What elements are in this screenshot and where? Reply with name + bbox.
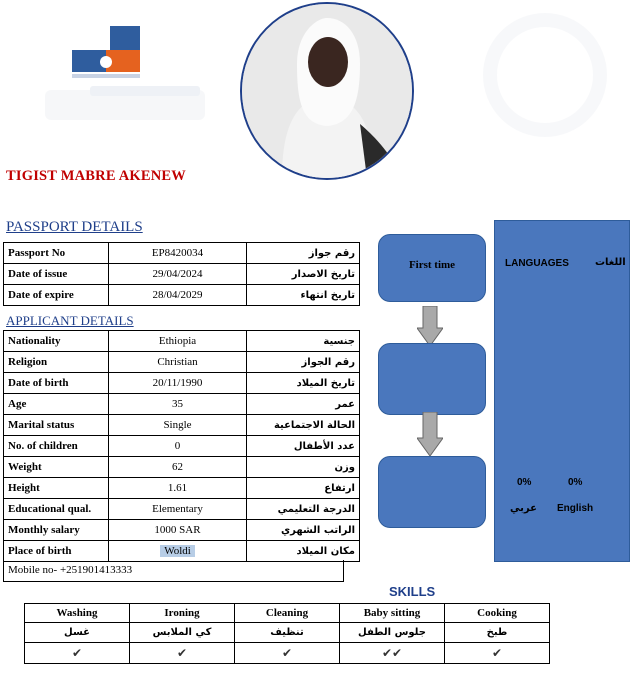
skill-name-arabic: طبخ bbox=[445, 623, 550, 643]
languages-title-arabic: اللغات bbox=[595, 257, 626, 268]
table-row bbox=[4, 243, 360, 264]
cell-arabic: مكان الميلاد bbox=[247, 541, 360, 562]
cell-label: Date of birth bbox=[4, 373, 109, 394]
cell-label: Educational qual. bbox=[4, 499, 109, 520]
cell-arabic: رقم الجواز bbox=[247, 352, 360, 373]
cell-label: Passport No bbox=[4, 243, 109, 264]
arabic-language-label: عربي bbox=[510, 503, 537, 514]
cell-label: Date of issue bbox=[4, 264, 109, 285]
experience-box-1 bbox=[378, 234, 486, 302]
applicant-table bbox=[3, 330, 360, 562]
experience-box-3 bbox=[378, 456, 486, 528]
table-row bbox=[4, 373, 360, 394]
cell-value: 0 bbox=[109, 436, 247, 457]
cell-arabic: تاريخ الاصدار bbox=[247, 264, 360, 285]
cell-value: Ethiopia bbox=[109, 331, 247, 352]
down-arrow-icon bbox=[417, 412, 443, 456]
experience-box-2 bbox=[378, 343, 486, 415]
cell-arabic: الدرجة التعليمي bbox=[247, 499, 360, 520]
table-row bbox=[4, 499, 360, 520]
cell-value: Single bbox=[109, 415, 247, 436]
cell-label: Nationality bbox=[4, 331, 109, 352]
cell-arabic: وزن bbox=[247, 457, 360, 478]
skill-name: Baby sitting bbox=[340, 604, 445, 623]
cell-value: Christian bbox=[109, 352, 247, 373]
table-row bbox=[4, 415, 360, 436]
table-row bbox=[4, 541, 360, 562]
portrait-image bbox=[242, 4, 412, 178]
cell-arabic: عمر bbox=[247, 394, 360, 415]
cell-label: Monthly salary bbox=[4, 520, 109, 541]
cell-value: 28/04/2029 bbox=[109, 285, 247, 306]
cell-arabic: الراتب الشهري bbox=[247, 520, 360, 541]
english-language-label: English bbox=[557, 503, 594, 514]
highlighted-value: Woldi bbox=[160, 545, 195, 557]
cell-label: Religion bbox=[4, 352, 109, 373]
skill-name: Cleaning bbox=[235, 604, 340, 623]
table-row bbox=[4, 436, 360, 457]
cell-label: Weight bbox=[4, 457, 109, 478]
applicant-photo bbox=[240, 2, 414, 180]
mobile-number: Mobile no- +251901413333 bbox=[3, 560, 344, 582]
skill-name-arabic: غسل bbox=[25, 623, 130, 643]
skill-name-arabic: تنظيف bbox=[235, 623, 340, 643]
skill-name: Ironing bbox=[130, 604, 235, 623]
languages-panel bbox=[494, 220, 630, 562]
skill-name-arabic: جلوس الطفل bbox=[340, 623, 445, 643]
table-row bbox=[4, 520, 360, 541]
cell-value: 1000 SAR bbox=[109, 520, 247, 541]
cell-arabic: عدد الأطفال bbox=[247, 436, 360, 457]
skill-name: Cooking bbox=[445, 604, 550, 623]
cell-label: Date of expire bbox=[4, 285, 109, 306]
table-row bbox=[4, 331, 360, 352]
cell-arabic: تاريخ انتهاء bbox=[247, 285, 360, 306]
skill-check-icon: ✔ bbox=[130, 643, 235, 664]
cell-label: Place of birth bbox=[4, 541, 109, 562]
cell-value: 1.61 bbox=[109, 478, 247, 499]
skill-check-icon: ✔ bbox=[25, 643, 130, 664]
down-arrow-icon bbox=[417, 306, 443, 346]
skills-section-title: SKILLS bbox=[389, 584, 436, 599]
watermark-right bbox=[470, 10, 620, 140]
cell-value: 20/11/1990 bbox=[109, 373, 247, 394]
cell-value: 29/04/2024 bbox=[109, 264, 247, 285]
cell-value: Elementary bbox=[109, 499, 247, 520]
cell-value: 35 bbox=[109, 394, 247, 415]
cell-label: Height bbox=[4, 478, 109, 499]
experience-box-1-label: First time bbox=[408, 259, 456, 271]
table-row bbox=[4, 394, 360, 415]
cell-arabic: الحالة الاجتماعية bbox=[247, 415, 360, 436]
skill-name: Washing bbox=[25, 604, 130, 623]
english-percentage: 0% bbox=[568, 477, 583, 488]
skill-check-icon: ✔ bbox=[445, 643, 550, 664]
arabic-percentage: 0% bbox=[517, 477, 532, 488]
table-row bbox=[4, 478, 360, 499]
passport-section-title: PASSPORT DETAILS bbox=[6, 219, 143, 235]
cell-value: EP8420034 bbox=[109, 243, 247, 264]
cell-arabic: تاريخ الميلاد bbox=[247, 373, 360, 394]
table-row bbox=[4, 285, 360, 306]
skill-check-icon: ✔ bbox=[235, 643, 340, 664]
cell-arabic: رقم جواز bbox=[247, 243, 360, 264]
applicant-section-title: APPLICANT DETAILS bbox=[6, 313, 134, 328]
passport-table bbox=[3, 242, 360, 306]
languages-title: LANGUAGES bbox=[505, 258, 569, 269]
skills-table bbox=[24, 603, 550, 664]
skill-name-arabic: كي الملابس bbox=[130, 623, 235, 643]
table-row bbox=[4, 457, 360, 478]
cell-value bbox=[109, 541, 247, 562]
cell-label: No. of children bbox=[4, 436, 109, 457]
table-row bbox=[4, 264, 360, 285]
cell-arabic: جنسية bbox=[247, 331, 360, 352]
cell-value: 62 bbox=[109, 457, 247, 478]
skill-check-icon: ✔✔ bbox=[340, 643, 445, 664]
applicant-name: TIGIST MABRE AKENEW bbox=[6, 168, 186, 184]
cell-arabic: ارتفاع bbox=[247, 478, 360, 499]
table-row bbox=[4, 352, 360, 373]
cell-label: Age bbox=[4, 394, 109, 415]
agency-logo bbox=[70, 26, 220, 126]
cell-label: Marital status bbox=[4, 415, 109, 436]
